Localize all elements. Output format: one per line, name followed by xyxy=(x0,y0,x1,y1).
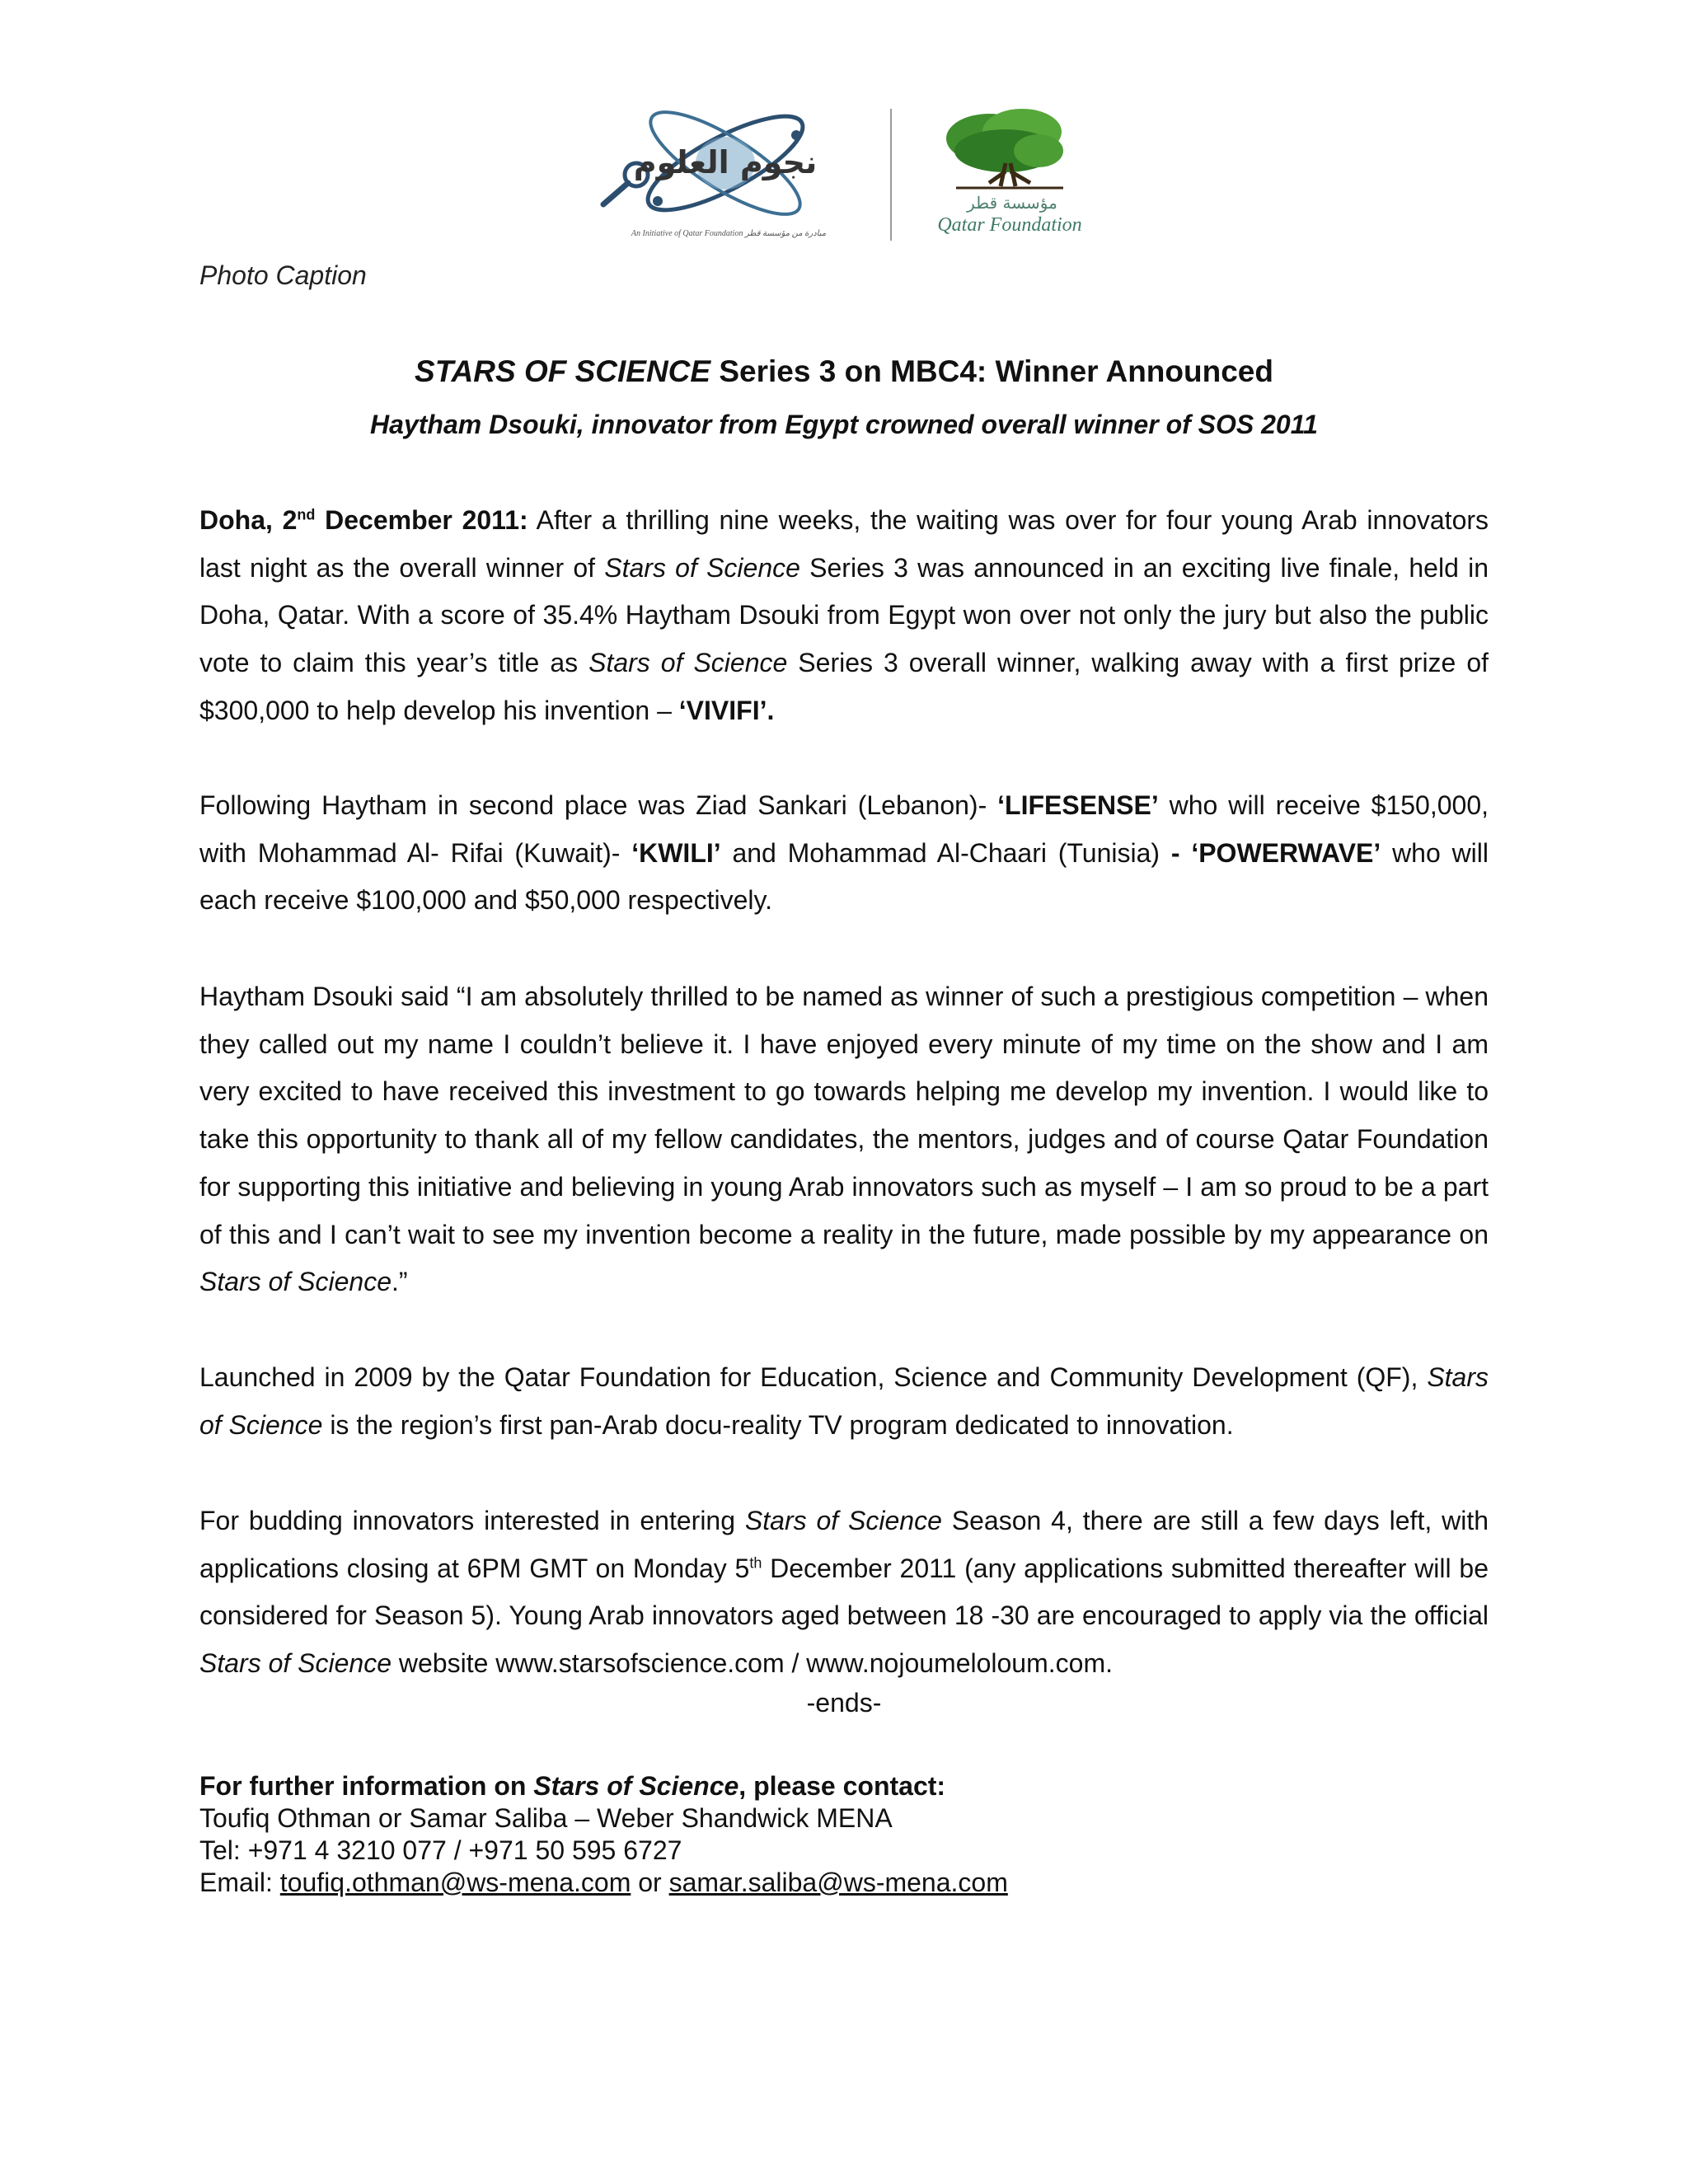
paragraph-announcement: Doha, 2nd December 2011: After a thrilling nine weeks, the waiting was over for four young Arab innovators last night as the overall winner of Stars of Science Series 3 was announced in an exciting live finale, held in Doha, Qatar. With a score of 35.4% Haytham Dsouki from Egypt won over not only the jury but also the public vote to claim this year’s title as Stars of Science Series 3 overall winner, walking away with a first prize of $300,000 to help develop his invention – ‘VIVIFI’. xyxy=(199,505,1489,725)
logo-divider xyxy=(890,109,892,241)
contact-heading: For further information on Stars of Science, please contact: xyxy=(199,1771,946,1801)
ends-marker: -ends- xyxy=(806,1688,882,1718)
contact-names: Toufiq Othman or Samar Saliba – Weber Shandwick MENA xyxy=(199,1803,893,1833)
email-link-samar[interactable]: samar.saliba@ws-mena.com xyxy=(668,1868,1008,1897)
contact-block xyxy=(199,1770,1489,1899)
title-rest: Series 3 on MBC4: Winner Announced xyxy=(710,354,1273,388)
sos-logo-caption: An Initiative of Qatar Foundation مبادرة من مؤسسة قطر xyxy=(631,229,827,238)
tree-icon xyxy=(931,105,1088,196)
paragraph-applications: For budding innovators interested in entering Stars of Science Season 4, there are still a few days left, with applications closing at 6PM GMT on Monday 5th December 2011 (any applications submitted thereafter will be considered for Season 5). Young Arab innovators aged between 18 -30 are encouraged to apply via the official Stars of Science website www.starsofscience.com / www.nojoumeloloum.com. xyxy=(199,1506,1489,1679)
paragraph-winner-quote: Haytham Dsouki said “I am absolutely thrilled to be named as winner of such a prestigious competition – when they called out my name I couldn’t believe it. I have enjoyed every minute of my time on the show and I am very excited to have received this investment to go towards helping me develop my invention. I would like to take this opportunity to thank all of my fellow candidates, the mentors, judges and of course Qatar Foundation for supporting this initiative and believing in young Arab innovators such as myself – I am so proud to be a part of this and I can’t wait to see my invention become a reality in the future, made possible by my appearance on Stars of Science.” xyxy=(199,982,1489,1297)
qf-english-name: Qatar Foundation xyxy=(937,214,1082,236)
header-logos xyxy=(593,105,1088,254)
title-show-name: STARS OF SCIENCE xyxy=(415,354,711,388)
page-subtitle: Haytham Dsouki, innovator from Egypt crowned overall winner of SOS 2011 xyxy=(370,410,1318,439)
contact-email: Email: toufiq.othman@ws-mena.com or samar.saliba@ws-mena.com xyxy=(199,1868,1008,1897)
email-link-toufiq[interactable]: toufiq.othman@ws-mena.com xyxy=(279,1868,631,1897)
qf-arabic-name: مؤسسة قطر xyxy=(967,193,1057,213)
paragraph-runners-up: Following Haytham in second place was Ziad Sankari (Lebanon)- ‘LIFESENSE’ who will receive $150,000, with Mohammad Al- Rifai (Kuwait)- ‘KWILI’ and Mohammad Al-Chaari (Tunisia) - ‘POWERWAVE’ who will each receive $100,000 and $50,000 respectively. xyxy=(199,790,1489,916)
stars-of-science-logo xyxy=(593,105,857,250)
qatar-foundation-logo xyxy=(931,105,1088,250)
photo-caption-label: Photo Caption xyxy=(199,260,367,290)
svg-text:نجوم العلوم: نجوم العلوم xyxy=(633,144,818,180)
paragraph-about-program: Launched in 2009 by the Qatar Foundation for Education, Science and Community Development (QF), Stars of Science is the region’s first pan-Arab docu-reality TV program dedicated to innovation. xyxy=(199,1362,1489,1440)
page-title xyxy=(0,354,1688,389)
atom-icon xyxy=(593,105,857,229)
contact-tel: Tel: +971 4 3210 077 / +971 50 595 6727 xyxy=(199,1835,682,1865)
dateline: Doha, 2nd December 2011: xyxy=(199,505,528,535)
